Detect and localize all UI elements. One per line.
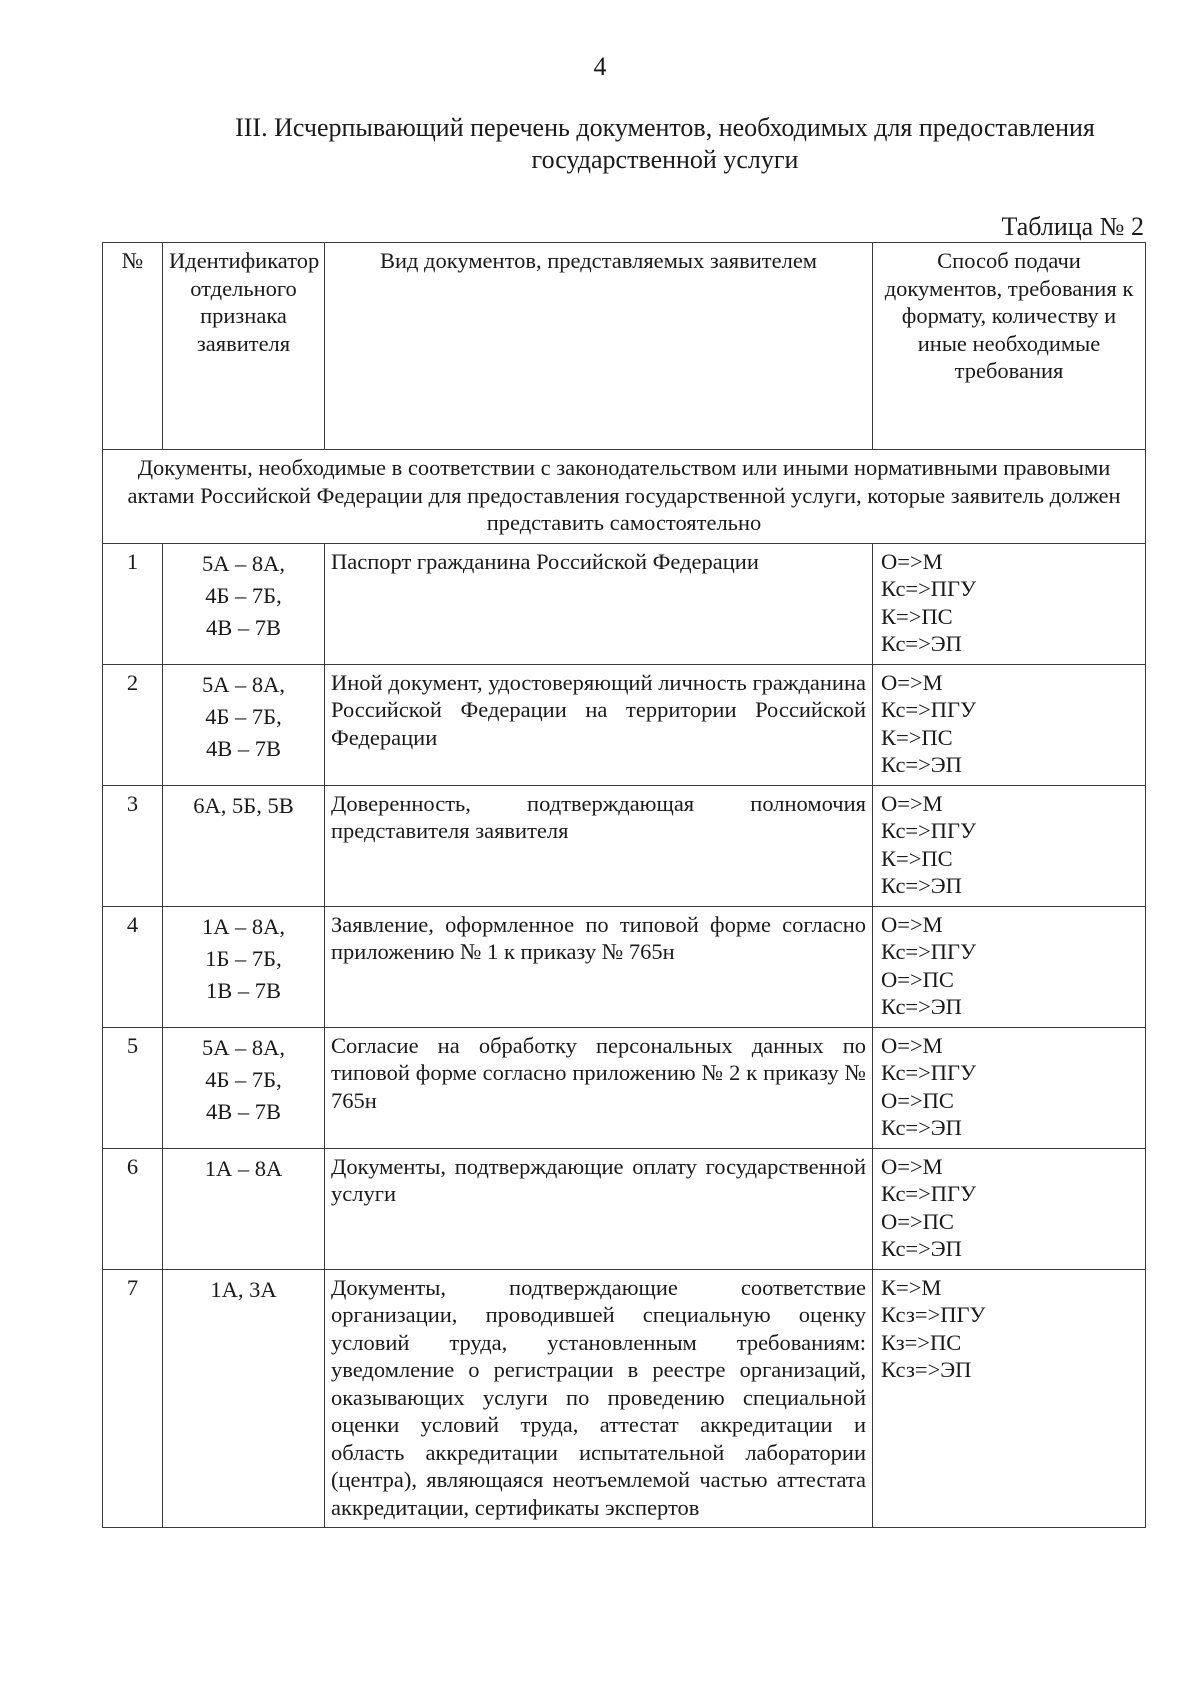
row-document: Документы, подтверждающие соответствие организации, проводившей специальную оценку условий труда, установленным требованиям: уведомление о регистрации в реестре организаций, оказывающих услуги по проведению специальной оценки условий труда, аттестат аккредитации и область аккредитации испытательной лаборатории (центра), являющаяся неотъемлемой частью аттестата аккредитации, сертификаты экспертов bbox=[325, 1269, 873, 1528]
submission-method: Кс=>ПГУ bbox=[881, 576, 976, 601]
submission-method: Кс=>ПГУ bbox=[881, 939, 976, 964]
row-document: Заявление, оформленное по типовой форме согласно приложению № 1 к приказу № 765н bbox=[325, 906, 873, 1027]
row-submission-methods bbox=[873, 785, 1146, 906]
submission-method: О=>М bbox=[881, 548, 943, 574]
applicant-id: 1А, 3А bbox=[210, 1276, 277, 1302]
header-number: № bbox=[103, 243, 163, 450]
row-number: 1 bbox=[103, 543, 163, 664]
submission-method: О=>М bbox=[881, 1032, 943, 1058]
row-applicant-ids bbox=[163, 1148, 325, 1269]
header-submission-method: Способ подачи документов, требования к формату, количеству и иные необходимые требования bbox=[873, 243, 1146, 450]
row-applicant-ids bbox=[163, 1269, 325, 1528]
row-number: 6 bbox=[103, 1148, 163, 1269]
row-number: 3 bbox=[103, 785, 163, 906]
row-document: Паспорт гражданина Российской Федерации bbox=[325, 543, 873, 664]
row-document: Иной документ, удостоверяющий личность гражданина Российской Федерации на территории Российской Федерации bbox=[325, 664, 873, 785]
row-submission-methods bbox=[873, 664, 1146, 785]
submission-method: О=>М bbox=[881, 669, 943, 695]
submission-method: Кс=>ЭП bbox=[881, 1236, 962, 1261]
applicant-id: 5А – 8А, bbox=[201, 550, 286, 576]
submission-method: Ксз=>ЭП bbox=[881, 1357, 972, 1382]
table-row bbox=[103, 785, 1146, 906]
applicant-id: 1В – 7В bbox=[205, 977, 281, 1003]
header-document-type: Вид документов, представляемых заявителем bbox=[325, 243, 873, 450]
row-submission-methods bbox=[873, 543, 1146, 664]
row-applicant-ids bbox=[163, 906, 325, 1027]
row-number: 2 bbox=[103, 664, 163, 785]
submission-method: Кз=>ПС bbox=[881, 1329, 962, 1355]
submission-method: О=>ПС bbox=[881, 1208, 954, 1234]
row-applicant-ids bbox=[163, 1027, 325, 1148]
submission-method: Кс=>ЭП bbox=[881, 873, 962, 898]
row-number: 4 bbox=[103, 906, 163, 1027]
submission-method: Кс=>ЭП bbox=[881, 752, 962, 777]
row-applicant-ids bbox=[163, 664, 325, 785]
row-submission-methods bbox=[873, 906, 1146, 1027]
row-applicant-ids bbox=[163, 785, 325, 906]
submission-method: Ксз=>ПГУ bbox=[881, 1302, 986, 1327]
row-document: Доверенность, подтверждающая полномочия представителя заявителя bbox=[325, 785, 873, 906]
submission-method: К=>М bbox=[881, 1274, 942, 1300]
submission-method: Кс=>ПГУ bbox=[881, 818, 976, 843]
applicant-id: 1Б – 7Б, bbox=[205, 945, 282, 971]
section-row-text: Документы, необходимые в соответствии с законодательством или иными нормативными правовыми актами Российской Федерации для предоставления государственной услуги, которые заявитель должен представить самостоятельно bbox=[103, 450, 1146, 544]
submission-method: К=>ПС bbox=[881, 724, 953, 750]
section-title: III. Исчерпывающий перечень документов, необходимых для предоставления государственной услуги bbox=[235, 113, 1095, 174]
applicant-id: 4Б – 7Б, bbox=[205, 1066, 282, 1092]
applicant-id: 4В – 7В bbox=[205, 614, 281, 640]
submission-method: К=>ПС bbox=[881, 603, 953, 629]
applicant-id: 1А – 8А, bbox=[201, 913, 286, 939]
submission-method: О=>ПС bbox=[881, 1087, 954, 1113]
submission-method: О=>М bbox=[881, 790, 943, 816]
submission-method: Кс=>ПГУ bbox=[881, 1060, 976, 1085]
applicant-id: 4Б – 7Б, bbox=[205, 703, 282, 729]
submission-method: О=>ПС bbox=[881, 966, 954, 992]
applicant-id: 4Б – 7Б, bbox=[205, 582, 282, 608]
submission-method: К=>ПС bbox=[881, 845, 953, 871]
table-header-row bbox=[103, 243, 1146, 450]
row-document: Согласие на обработку персональных данных по типовой форме согласно приложению № 2 к приказу № 765н bbox=[325, 1027, 873, 1148]
table-caption: Таблица № 2 bbox=[1001, 212, 1144, 241]
row-submission-methods bbox=[873, 1269, 1146, 1528]
table-row bbox=[103, 1269, 1146, 1528]
submission-method: Кс=>ЭП bbox=[881, 994, 962, 1019]
submission-method: О=>М bbox=[881, 911, 943, 937]
page-number: 4 bbox=[593, 52, 607, 81]
applicant-id: 4В – 7В bbox=[205, 1098, 281, 1124]
applicant-id: 1А – 8А bbox=[204, 1155, 283, 1181]
table-row bbox=[103, 1027, 1146, 1148]
table-section-row bbox=[103, 450, 1146, 544]
submission-method: О=>М bbox=[881, 1153, 943, 1179]
submission-method: Кс=>ПГУ bbox=[881, 697, 976, 722]
row-number: 7 bbox=[103, 1269, 163, 1528]
row-submission-methods bbox=[873, 1027, 1146, 1148]
table-row bbox=[103, 664, 1146, 785]
applicant-id: 6А, 5Б, 5В bbox=[193, 792, 294, 818]
row-document: Документы, подтверждающие оплату государственной услуги bbox=[325, 1148, 873, 1269]
row-applicant-ids bbox=[163, 543, 325, 664]
applicant-id: 5А – 8А, bbox=[201, 671, 286, 697]
table-row bbox=[103, 906, 1146, 1027]
header-applicant-id: Идентификатор отдельного признака заявителя bbox=[163, 243, 325, 450]
applicant-id: 4В – 7В bbox=[205, 735, 281, 761]
table-row bbox=[103, 1148, 1146, 1269]
submission-method: Кс=>ПГУ bbox=[881, 1181, 976, 1206]
row-submission-methods bbox=[873, 1148, 1146, 1269]
documents-table bbox=[102, 242, 1146, 1528]
applicant-id: 5А – 8А, bbox=[201, 1034, 286, 1060]
table-row bbox=[103, 543, 1146, 664]
submission-method: Кс=>ЭП bbox=[881, 1115, 962, 1140]
row-number: 5 bbox=[103, 1027, 163, 1148]
submission-method: Кс=>ЭП bbox=[881, 631, 962, 656]
